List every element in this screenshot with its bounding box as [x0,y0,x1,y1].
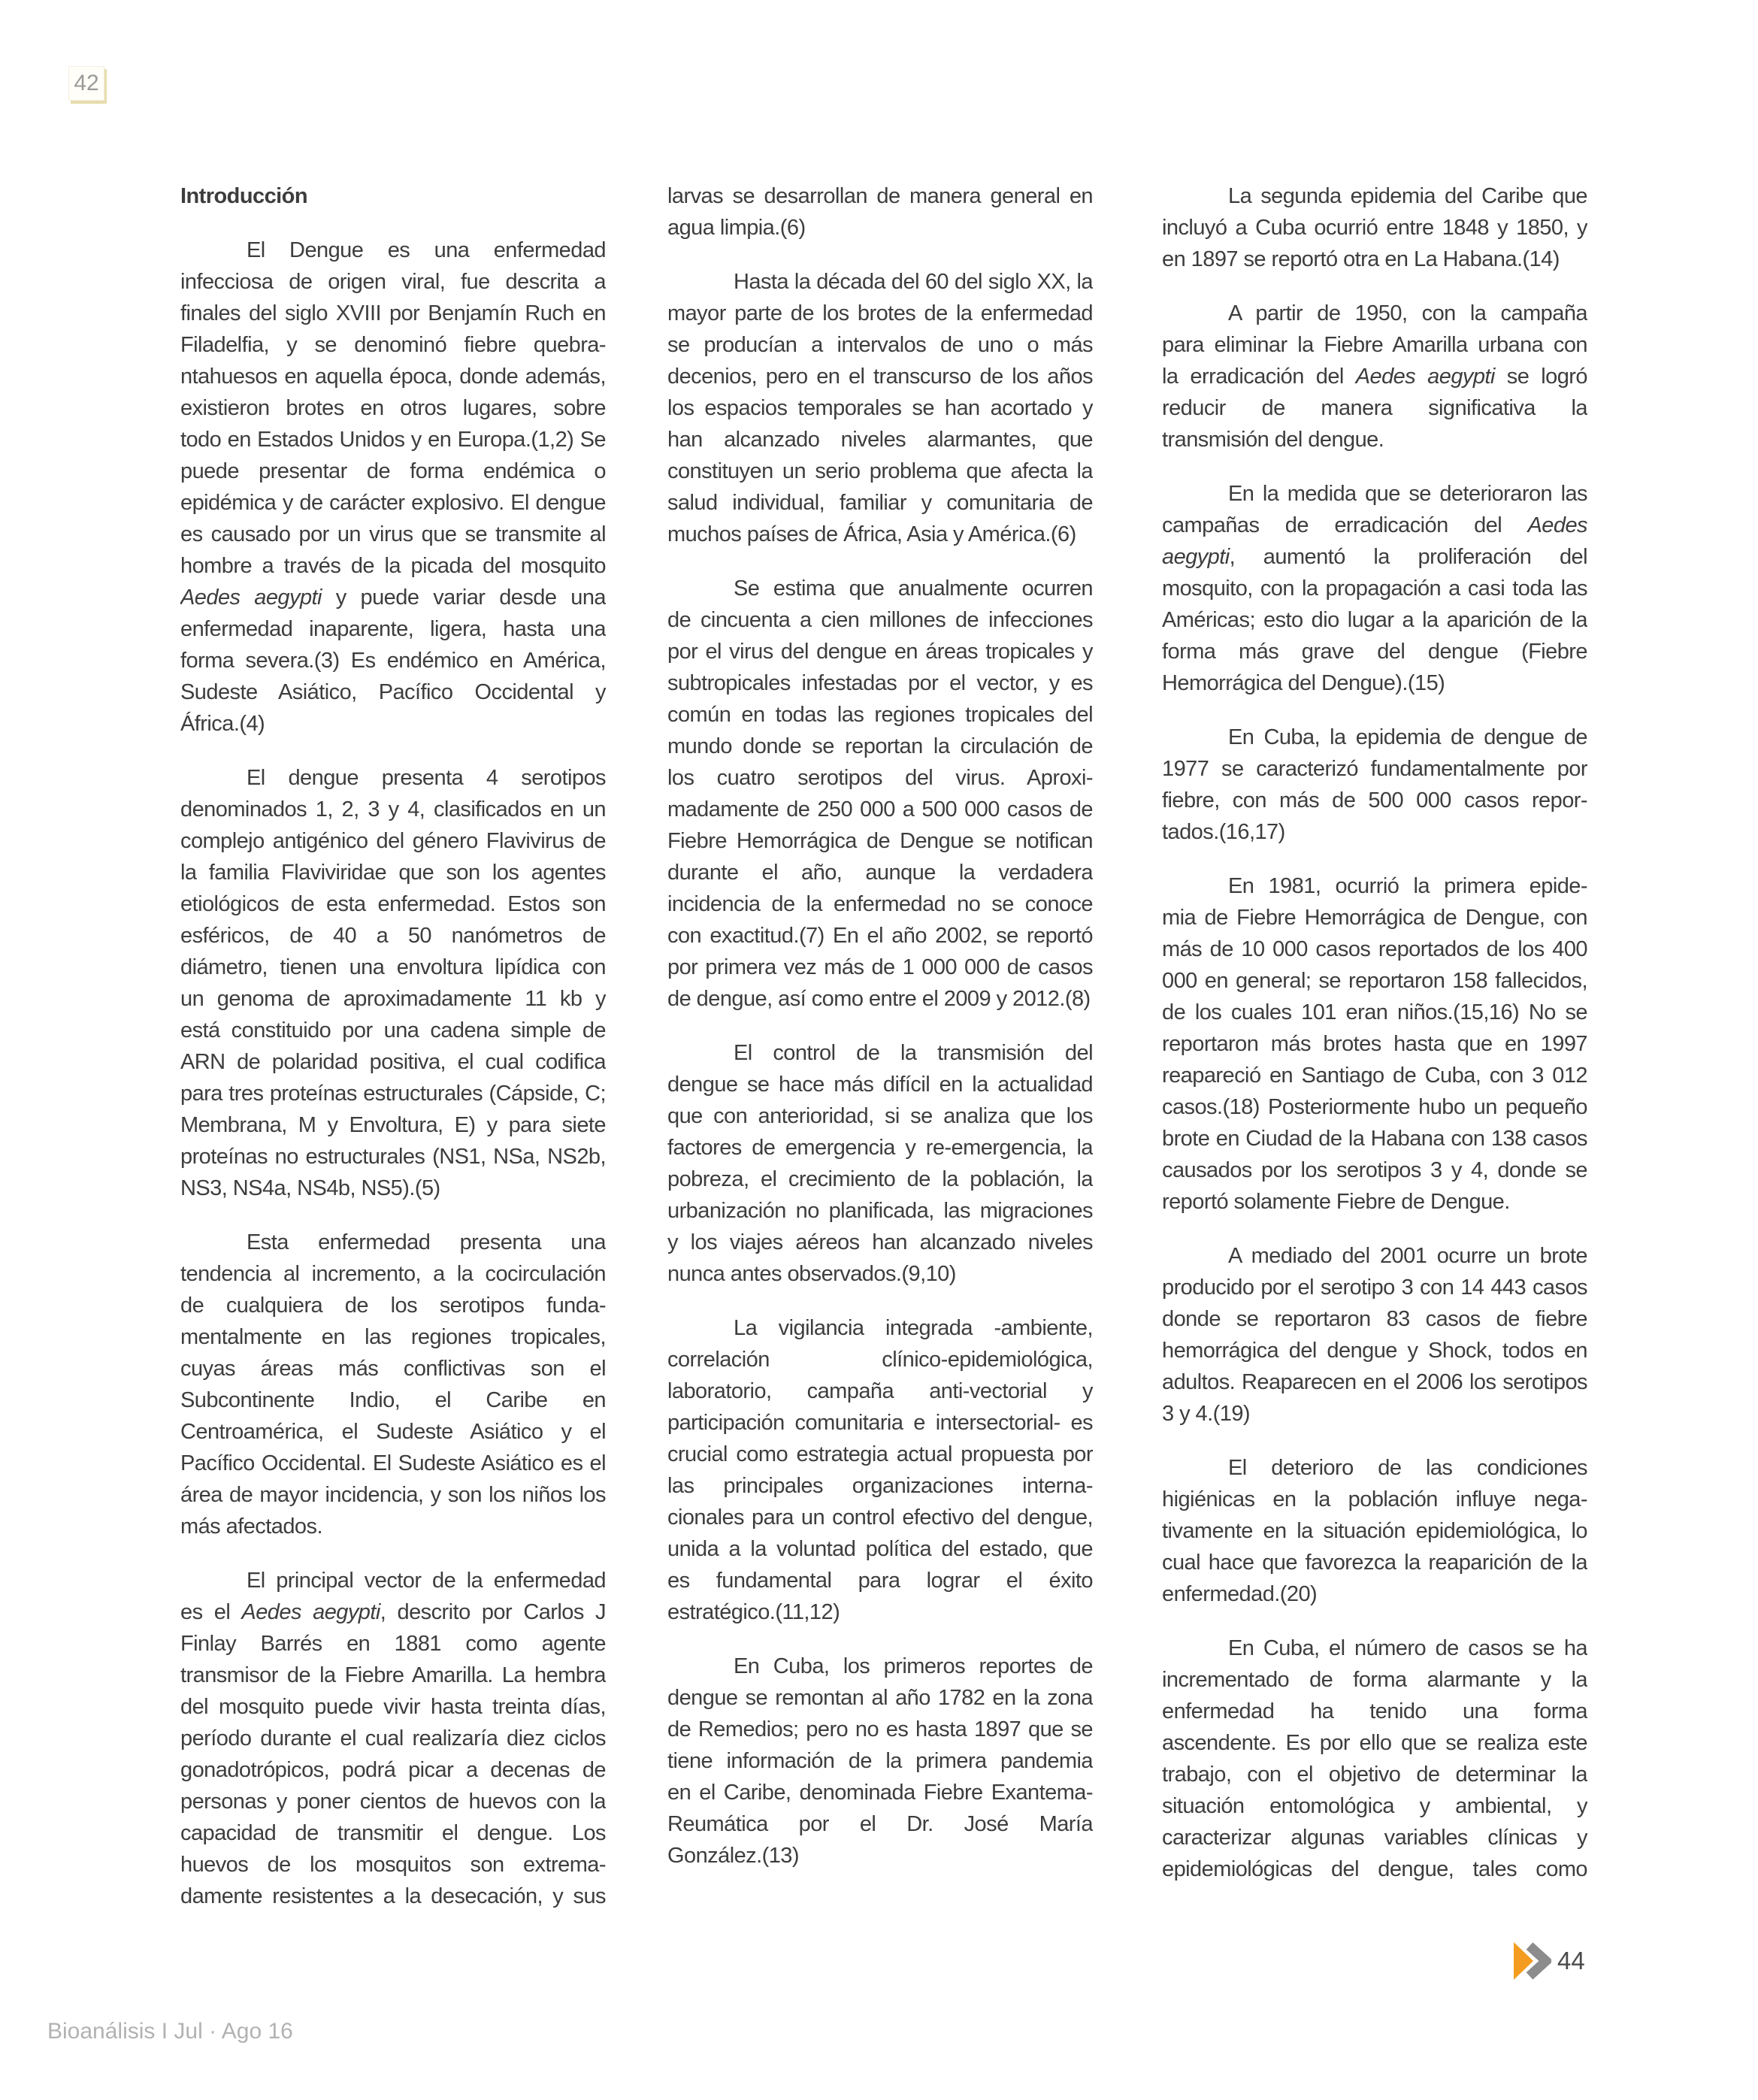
text-line: de dengue, así como entre el 2009 y 2012.(8) [667,987,1091,1011]
text-line: reapareció en Santiago de Cuba, con 3 012 [1162,1064,1587,1088]
text-line: Sudeste Asiático, Pacífico Occidental y [180,680,606,704]
text-line: África.(4) [180,712,265,736]
text-line: ascendente. Es por ello que se realiza este [1162,1731,1587,1755]
text-line: las principales organizaciones interna- [667,1474,1093,1498]
text-line: El control de la transmisión del [734,1041,1093,1065]
text-line: donde se reportaron 83 casos de fiebre [1162,1307,1587,1331]
text-line: En la medida que se deterioraron las [1228,482,1587,506]
text-line: subtropicales infestadas por el vector, y es [667,671,1093,695]
text-line: Reumática por el Dr. José María [667,1812,1093,1836]
text-line: hemorrágica del dengue y Shock, todos en [1162,1339,1587,1363]
text-line: han alcanzado niveles alarmantes, que [667,428,1093,452]
text-line: más de 10 000 casos reportados de los 400 [1162,937,1587,961]
text-line: de cualquiera de los serotipos funda- [180,1294,606,1318]
text-line: área de mayor incidencia, y son los niños los [180,1483,606,1507]
text-line: complejo antigénico del género Flavivirus de [180,829,606,853]
text-line: Hemorrágica del Dengue).(15) [1162,671,1445,695]
text-line: A partir de 1950, con la campaña [1228,301,1587,325]
text-line: 1977 se caracterizó fundamentalmente por [1162,757,1587,781]
text-line: de los cuales 101 eran niños.(15,16) No se [1162,1000,1587,1024]
text-line: adultos. Reaparecen en el 2006 los serotipos [1162,1370,1587,1394]
text-line: común en todas las regiones tropicales del [667,703,1093,727]
text-line: etiológicos de esta enfermedad. Estos son [180,892,606,916]
text-line: Centroamérica, el Sudeste Asiático y el [180,1420,606,1444]
text-line: existieron brotes en otros lugares, sobre [180,396,606,420]
text-line: El Dengue es una enfermedad [247,238,606,262]
text-line: causados por los serotipos 3 y 4, donde se [1162,1158,1587,1182]
footer-text: Bioanálisis I Jul · Ago 16 [47,2019,293,2044]
text-line: El dengue presenta 4 serotipos [247,766,606,790]
text-line: nunca antes observados.(9,10) [667,1262,956,1286]
text-line: durante el año, aunque la verdadera [667,861,1093,885]
text-line: todo en Estados Unidos y en Europa.(1,2) Se [180,428,606,452]
text-line: participación comunitaria e intersectorial- es [667,1411,1093,1435]
text-line: diámetro, tienen una envoltura lipídica con [180,955,606,979]
text-line: enfermedad.(20) [1162,1582,1318,1606]
text-line: tivamente en la situación epidemiológica, lo [1162,1519,1587,1543]
text-line: Fiebre Hemorrágica de Dengue se notifican [667,829,1093,853]
text-line: unida a la voluntad política del estado, que [667,1537,1093,1561]
paragraph [1162,1632,1587,1885]
text-line: reportó solamente Fiebre de Dengue. [1162,1190,1510,1214]
text-line: forma más grave del dengue (Fiebre [1162,640,1587,664]
paragraph [667,180,1093,244]
paragraph [180,762,606,1204]
double-chevron-icon [1512,1941,1551,1981]
section-heading: Introducción [180,184,308,208]
text-line: mayor parte de los brotes de la enfermedad [667,301,1093,325]
text-line: se producían a intervalos de uno o más [667,333,1093,357]
paragraph [1162,478,1587,699]
paragraph [667,573,1093,1015]
text-line: urbanización no planificada, las migraciones [667,1199,1093,1223]
text-line: agua limpia.(6) [667,216,806,240]
text-line: Se estima que anualmente ocurren [734,576,1093,601]
text-line: de Remedios; pero no es hasta 1897 que se [667,1717,1093,1741]
text-line: en el Caribe, denominada Fiebre Exantema- [667,1781,1093,1805]
text-line: En Cuba, el número de casos se ha [1228,1636,1587,1660]
text-line: En 1981, ocurrió la primera epide- [1228,874,1587,898]
text-line: mundo donde se reportan la circulación de [667,734,1093,758]
text-line: los espacios temporales se han acortado y [667,396,1093,420]
text-line: transmisor de la Fiebre Amarilla. La hembra [180,1663,606,1687]
text-line: de cincuenta a cien millones de infecciones [667,608,1093,632]
column-1 [180,180,606,1912]
text-line: finales del siglo XVIII por Benjamín Ruch en [180,301,606,325]
text-line: muchos países de África, Asia y América.(6) [667,522,1076,546]
text-line: con exactitud.(7) En el año 2002, se reportó [667,924,1093,948]
text-line: período durante el cual realizaría diez ciclos [180,1726,606,1751]
text-line: transmisión del dengue. [1162,428,1384,452]
text-line: para tres proteínas estructurales (Cápside, C; [180,1082,606,1106]
text-line: forma severa.(3) Es endémico en América, [180,649,606,673]
text-line: La segunda epidemia del Caribe que [1228,184,1587,208]
text-line: proteínas no estructurales (NS1, NSa, NS2b, [180,1145,606,1169]
text-line: esféricos, de 40 a 50 nanómetros de [180,924,606,948]
text-line: reportaron más brotes hasta que en 1997 [1162,1032,1587,1056]
text-line: cual hace que favorezca la reaparición de la [1162,1551,1587,1575]
text-line: campañas de erradicación del Aedes [1162,513,1587,537]
text-line: enfermedad inaparente, ligera, hasta una [180,617,606,641]
text-line: infecciosa de origen viral, fue descrita a [180,270,606,294]
text-line: constituyen un serio problema que afecta la [667,459,1093,483]
text-line: incrementado de forma alarmante y la [1162,1668,1587,1692]
text-line: por primera vez más de 1 000 000 de casos [667,955,1093,979]
text-line: 000 en general; se reportaron 158 fallecidos, [1162,969,1587,993]
text-line: enfermedad ha tenido una forma [1162,1699,1587,1723]
text-line: decenios, pero en el transcurso de los años [667,365,1093,389]
text-line: correlación clínico-epidemiológica, [667,1348,1093,1372]
text-line: incluyó a Cuba ocurrió entre 1848 y 1850, y [1162,216,1587,240]
text-line: Membrana, M y Envoltura, E) y para siete [180,1113,606,1137]
text-line: Subcontinente Indio, el Caribe en [180,1388,606,1412]
text-line: Aedes aegypti y puede variar desde una [180,586,606,610]
text-line: damente resistentes a la desecación, y sus [180,1884,606,1908]
text-line: epidemiológicas del dengue, tales como [1162,1857,1587,1881]
text-line: laboratorio, campaña anti-vectorial y [667,1379,1093,1403]
text-line: ntahuesos en aquella época, donde además, [180,365,606,389]
text-line: En Cuba, los primeros reportes de [734,1654,1093,1678]
text-line: Hasta la década del 60 del siglo XX, la [734,270,1093,294]
paragraph [1162,1452,1587,1610]
column-2 [667,180,1093,1872]
text-line: factores de emergencia y re-emergencia, la [667,1136,1093,1160]
text-line: Finlay Barrés en 1881 como agente [180,1632,606,1656]
text-line: que con anterioridad, si se analiza que los [667,1104,1093,1128]
text-line: gonadotrópicos, podrá picar a decenas de [180,1758,606,1782]
paragraph [1162,180,1587,275]
page-number-box [68,66,104,101]
text-line: higiénicas en la población influye nega- [1162,1487,1587,1511]
text-line: mosquito, con la propagación a casi toda las [1162,576,1587,601]
text-line: huevos de los mosquitos son extrema- [180,1853,606,1877]
text-line: Pacífico Occidental. El Sudeste Asiático es el [180,1451,606,1475]
column-3 [1162,180,1587,1885]
text-line: La vigilancia integrada -ambiente, [734,1316,1093,1340]
text-line: salud individual, familiar y comunitaria de [667,491,1093,515]
text-line: Filadelfia, y se denominó fiebre quebra- [180,333,606,357]
text-line: es causado por un virus que se transmite al [180,522,606,546]
text-line: epidémica y de carácter explosivo. El dengue [180,491,606,515]
text-line: es fundamental para lograr el éxito [667,1569,1093,1593]
text-line: es el Aedes aegypti, descrito por Carlos J [180,1600,606,1624]
text-line: personas y poner cientos de huevos con la [180,1790,606,1814]
text-line: aegypti, aumentó la proliferación del [1162,545,1587,569]
text-line: tados.(16,17) [1162,820,1285,844]
text-line: un genoma de aproximadamente 11 kb y [180,987,606,1011]
text-line: crucial como estrategia actual propuesta por [667,1442,1093,1466]
text-line: hombre a través de la picada del mosquito [180,554,606,578]
text-line: por el virus del dengue en áreas tropicales y [667,640,1093,664]
text-line: los cuatro serotipos del virus. Aproxi- [667,766,1093,790]
text-line: del mosquito puede vivir hasta treinta días, [180,1695,606,1719]
text-line: dengue se hace más difícil en la actualidad [667,1073,1093,1097]
text-line: está constituido por una cadena simple de [180,1018,606,1042]
text-line: brote en Ciudad de la Habana con 138 casos [1162,1127,1587,1151]
text-line: ARN de polaridad positiva, el cual codifica [180,1050,606,1074]
text-line: fiebre, con más de 500 000 casos repor- [1162,788,1587,812]
text-line: larvas se desarrollan de manera general en [667,184,1093,208]
paragraph [180,235,606,740]
text-line: producido por el serotipo 3 con 14 443 casos [1162,1275,1587,1300]
text-line: NS3, NS4a, NS4b, NS5).(5) [180,1176,440,1200]
text-line: más afectados. [180,1514,322,1539]
paragraph [1162,298,1587,455]
text-line: trabajo, con el objetivo de determinar la [1162,1763,1587,1787]
paragraph [1162,870,1587,1218]
text-line: En Cuba, la epidemia de dengue de [1228,725,1587,749]
text-line: dengue se remontan al año 1782 en la zona [667,1686,1093,1710]
text-line: estratégico.(11,12) [667,1600,840,1624]
paragraph [667,1312,1093,1628]
text-line: la erradicación del Aedes aegypti se logró [1162,365,1587,389]
text-line: pobreza, el crecimiento de la población, la [667,1167,1093,1191]
text-line: Américas; esto dio lugar a la aparición de la [1162,608,1587,632]
text-line: puede presentar de forma endémica o [180,459,606,483]
paragraph [667,1037,1093,1290]
text-line: mia de Fiebre Hemorrágica de Dengue, con [1162,906,1587,930]
text-line: González.(13) [667,1844,799,1868]
text-line: en 1897 se reportó otra en La Habana.(14) [1162,247,1560,271]
text-line: 3 y 4.(19) [1162,1402,1250,1426]
paragraph [1162,722,1587,848]
next-page-number: 44 [1557,1947,1585,1974]
text-line: y los viajes aéreos han alcanzado niveles [667,1230,1093,1254]
text-line: cuyas áreas más conflictivas son el [180,1357,606,1381]
text-line: la familia Flaviviridae que son los agentes [180,861,606,885]
text-line: El deterioro de las condiciones [1228,1456,1587,1480]
text-line: tiene información de la primera pandemia [667,1749,1093,1773]
paragraph [180,1565,606,1912]
text-line: cionales para un control efectivo del dengue, [667,1505,1093,1530]
text-line: casos.(18) Posteriormente hubo un pequeño [1162,1095,1587,1119]
next-page-indicator [1512,1941,1585,1981]
text-line: A mediado del 2001 ocurre un brote [1228,1244,1587,1268]
text-line: capacidad de transmitir el dengue. Los [180,1821,606,1845]
text-line: caracterizar algunas variables clínicas y [1162,1826,1587,1850]
text-line: incidencia de la enfermedad no se conoce [667,892,1093,916]
paragraph [1162,1240,1587,1430]
text-line: mentalmente en las regiones tropicales, [180,1325,606,1349]
paragraph [667,266,1093,550]
text-line: El principal vector de la enfermedad [247,1569,606,1593]
text-line: para eliminar la Fiebre Amarilla urbana con [1162,333,1587,357]
text-line: situación entomológica y ambiental, y [1162,1794,1587,1818]
text-line: madamente de 250 000 a 500 000 casos de [667,797,1093,822]
page-number: 42 [74,71,99,95]
paragraph [667,1651,1093,1872]
paragraph [180,1227,606,1542]
text-line: denominados 1, 2, 3 y 4, clasificados en un [180,797,606,822]
text-line: tendencia al incremento, a la cocirculación [180,1262,606,1286]
text-line: Esta enfermedad presenta una [247,1230,606,1254]
text-line: reducir de manera significativa la [1162,396,1587,420]
